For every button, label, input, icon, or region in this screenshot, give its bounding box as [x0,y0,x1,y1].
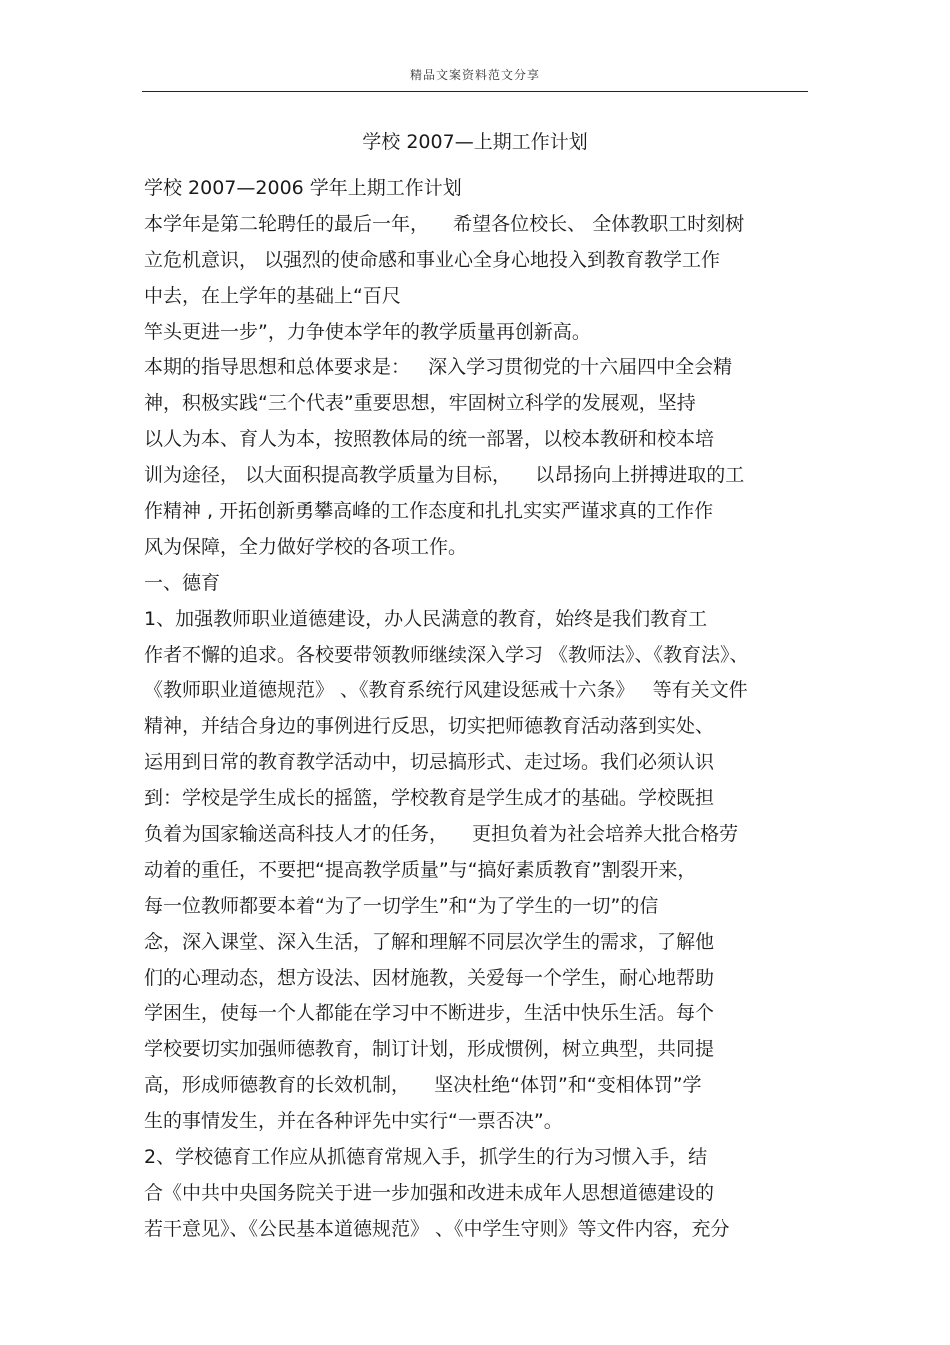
body-text-line: 中去，在上学年的基础上“百尺 [144,284,401,307]
body-text-line: 作精神 , 开拓创新勇攀高峰的工作态度和扎扎实实严谨求真的工作作 [144,500,714,523]
body-text-line: 风为保障，全力做好学校的各项工作。 [144,535,468,558]
body-text-line: 1、加强教师职业道德建设，办人民满意的教育，始终是我们教育工 [144,607,708,630]
body-text-line: 本学年是第二轮聘任的最后一年， 希望各位校长、 全体教职工时刻树 [144,212,745,235]
body-text-line: 《教师职业道德规范》 、《教育系统行风建设惩戒十六条》 等有关文件 [144,679,748,702]
body-text-line: 2、学校德育工作应从抓德育常规入手，抓学生的行为习惯入手，结 [144,1146,708,1169]
body-text-line: 本期的指导思想和总体要求是： 深入学习贯彻党的十六届四中全会精 [144,356,733,379]
body-text-line: 以人为本、育人为本，按照教体局的统一部署，以校本教研和校本培 [144,428,715,451]
body-text-line: 训为途径， 以大面积提高教学质量为目标， 以昂扬向上拼搏进取的工 [144,464,745,487]
body-text-line: 竿头更进一步”，力争使本学年的教学质量再创新高。 [144,320,591,343]
body-text-line: 动着的重任，不要把“提高教学质量”与“搞好素质教育”割裂开来， [144,858,697,881]
body-text-line: 们的心理动态，想方设法、因材施教，关爱每一个学生，耐心地帮助 [144,966,715,989]
body-text-line: 运用到日常的教育教学活动中，切忌搞形式、走过场。我们必须认识 [144,751,715,774]
header-divider [142,91,808,92]
document-title: 学校 2007—上期工作计划 [362,131,588,153]
body-text-line: 学困生，使每一个人都能在学习中不断进步，生活中快乐生活。每个 [144,1002,715,1025]
body-text-line: 念，深入课堂、深入生活，了解和理解不同层次学生的需求，了解他 [144,930,715,953]
body-text-line: 一、德育 [144,571,221,594]
body-text-line: 生的事情发生，并在各种评先中实行“一票否决”。 [144,1110,563,1133]
body-text-line: 每一位教师都要本着“为了一切学生”和“为了学生的一切”的信 [144,894,659,917]
page-header: 精品文案资料范文分享 [409,68,540,82]
body-text-line: 合《中共中央国务院关于进一步加强和改进未成年人思想道德建设的 [144,1181,715,1204]
document-body [144,174,814,1251]
body-text-line: 负着为国家输送高科技人才的任务， 更担负着为社会培养大批合格劳 [144,823,739,846]
body-text-line: 作者不懈的追求。各校要带领教师继续深入学习 《教师法》、《教育法》、 [144,643,749,666]
body-text-line: 神，积极实践“三个代表”重要思想，牢固树立科学的发展观，坚持 [144,392,696,415]
body-text-line: 高，形成师德教育的长效机制， 坚决杜绝“体罚”和“变相体罚”学 [144,1074,702,1097]
body-text-line: 若干意见》、《公民基本道德规范》 、《中学生守则》等文件内容，充分 [144,1217,730,1240]
body-text-line: 学校 2007—2006 学年上期工作计划 [144,177,462,199]
body-text-line: 精神，并结合身边的事例进行反思，切实把师德教育活动落到实处、 [144,715,715,738]
body-text-line: 学校要切实加强师德教育，制订计划，形成惯例，树立典型，共同提 [144,1038,715,1061]
body-text-line: 到：学校是学生成长的摇篮，学校教育是学生成才的基础。学校既担 [144,787,715,810]
body-text-line: 立危机意识， 以强烈的使命感和事业心全身心地投入到教育教学工作 [144,248,721,271]
